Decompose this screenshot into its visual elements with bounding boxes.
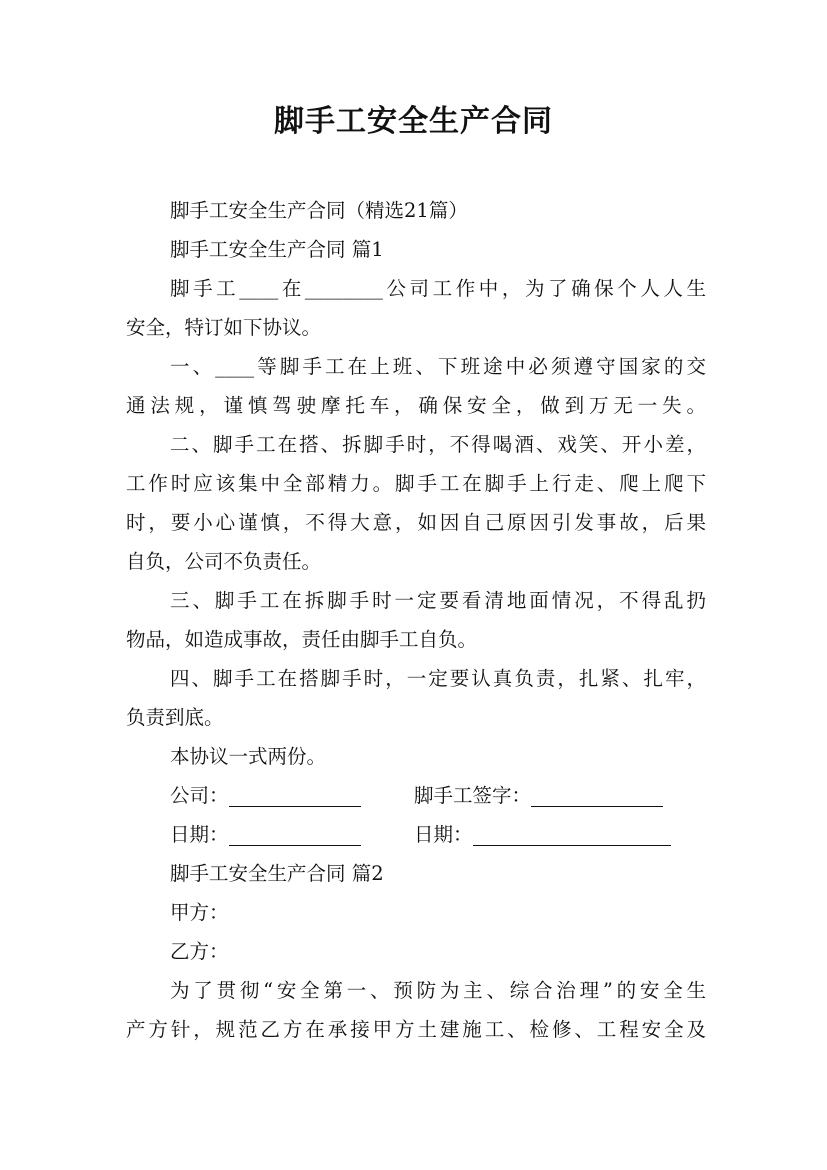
paragraph-line: 本协议一式两份。 <box>170 745 327 768</box>
worker-sign-label: 脚手工签字： <box>414 784 532 807</box>
paragraph-line: 物品，如造成事故，责任由脚手工自负。 <box>126 628 478 651</box>
worker-sign-blank <box>531 782 663 807</box>
paragraph-line: 安全，特订如下协议。 <box>126 316 322 339</box>
signature-row <box>0 776 827 815</box>
section-heading: 脚手工安全生产合同 篇2 <box>170 862 384 885</box>
paragraph-line: 通法规，谨慎驾驶摩托车，确保安全，做到万无一失。 <box>126 394 706 417</box>
party-b-label: 乙方： <box>170 940 229 963</box>
company-label: 公司： <box>170 784 229 807</box>
company-date <box>170 815 361 854</box>
paragraph-line: 四、脚手工在搭脚手时，一定要认真负责，扎紧、扎牢， <box>170 667 706 690</box>
date-label-left: 日期： <box>170 823 229 846</box>
paragraph-line: 脚手工____在________公司工作中，为了确保个人人生 <box>170 277 706 300</box>
date-row <box>0 815 827 854</box>
company-signature <box>170 776 361 815</box>
document-subtitle: 脚手工安全生产合同（精选21篇） <box>170 199 468 222</box>
paragraph-line: 负责到底。 <box>126 706 224 729</box>
date-blank-left <box>229 821 361 846</box>
paragraph-line: 自负，公司不负责任。 <box>126 550 322 573</box>
section-heading: 脚手工安全生产合同 篇1 <box>170 238 384 261</box>
document-title: 脚手工安全生产合同 <box>274 104 553 139</box>
date-blank-right <box>473 821 671 846</box>
worker-signature <box>414 776 663 815</box>
paragraph-line: 二、脚手工在搭、拆脚手时，不得喝酒、戏笑、开小差， <box>170 433 706 456</box>
paragraph-line: 三、脚手工在拆脚手时一定要看清地面情况，不得乱扔 <box>170 589 706 612</box>
party-a-label: 甲方： <box>170 901 229 924</box>
company-blank <box>229 782 361 807</box>
worker-date <box>414 815 671 854</box>
paragraph-line: 产方针，规范乙方在承接甲方土建施工、检修、工程安全及 <box>126 1018 706 1041</box>
date-label-right: 日期： <box>414 823 473 846</box>
paragraph-line: 时，要小心谨慎，不得大意，如因自己原因引发事故，后果 <box>126 511 706 534</box>
paragraph-line: 为了贯彻“安全第一、预防为主、综合治理”的安全生 <box>170 979 706 1002</box>
paragraph-line: 一、____等脚手工在上班、下班途中必须遵守国家的交 <box>170 355 706 378</box>
paragraph-line: 工作时应该集中全部精力。脚手工在脚手上行走、爬上爬下 <box>126 472 706 495</box>
